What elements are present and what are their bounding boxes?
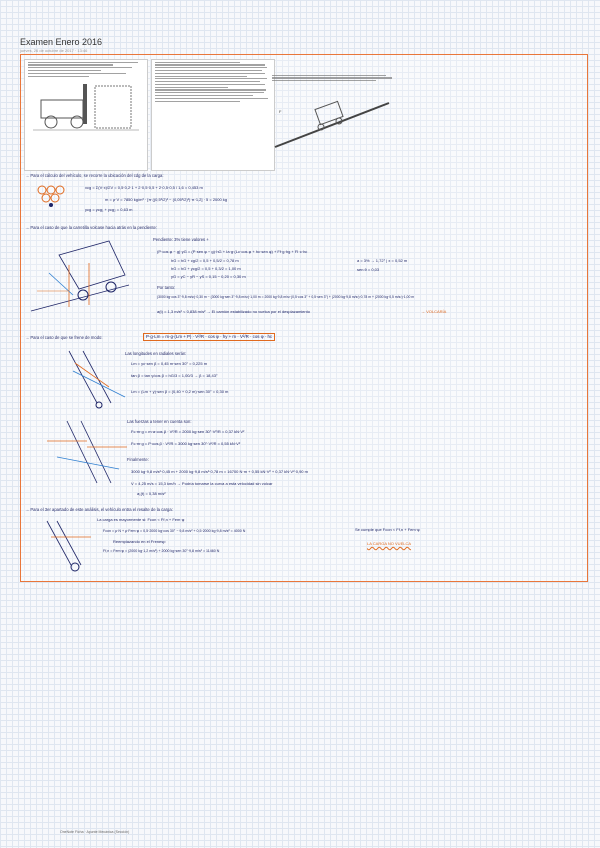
forklift-slope-sketch bbox=[29, 235, 133, 317]
section5-lead: → Para el 3er apartado de este análisis, el vehículo entra el resalte de la carga: bbox=[25, 507, 173, 512]
section4-l4: 3000 kg·9,8 m/s²·0,45 m + 2000 kg·9,8 m/s²·0,78 m = 16700 N·m + 0,55 kN·V² + 0,37 kN·V²·0,90 m bbox=[131, 469, 308, 474]
page-footer: OneNote Ficha · Apunte Mecánica (Sección) bbox=[60, 830, 130, 834]
section3-lead: → Para el caso de que se frene de modo: bbox=[25, 335, 103, 340]
section4-l5: V = 4,25 m/s = 15,3 km/h → Podría tomarse la curva a esta velocidad sin volcar bbox=[131, 481, 273, 486]
section1-eq1: xcg = Σ(V·x)/ΣV = 0,5·0,2·1 + 2·0,5·0,5 + 2·0,5·0,5 / 1,6 = 0,453 m bbox=[85, 185, 203, 190]
load-sketch bbox=[41, 517, 111, 573]
section2-aside2: sen θ = 0,03 bbox=[357, 267, 380, 272]
section2-note: Pendiente: 3% tiene valores + bbox=[153, 237, 209, 242]
cylinders-sketch bbox=[33, 183, 73, 207]
section1-eq2: m = ρ·V = 7850 kg/m³ · [π·((0,5²/2)² − (0,05²/2)²)·π·1,2] · 5 = 2000 kg bbox=[105, 197, 228, 202]
section2-eq4: yG = yC − yR − yS = 0,15 − 0,20 = 0,30 m bbox=[171, 274, 246, 279]
section2-eq1: (P·cos φ − g)·yG = (P·sen φ − g)·hG + Ia·g·(Lc·cos φ + hc·sen φ) + Ff·g·hg + FI·c·hc bbox=[157, 249, 308, 254]
section3-l1: Las longitudes en radiales serán: bbox=[125, 351, 187, 356]
turn-sketch-2 bbox=[37, 417, 133, 491]
section2-lead: → Para el caso de que la carretilla volcase hacia atrás en la pendiente: bbox=[25, 225, 157, 230]
section2-eq3: hG = hG + ycg/2 = 0,5 + 0,3/2 = 1,00 m bbox=[171, 266, 241, 271]
slope-figure bbox=[269, 83, 395, 153]
section4-sub: Finalmente: bbox=[127, 457, 149, 462]
notebook-frame bbox=[20, 54, 588, 582]
exam-scan-right bbox=[269, 73, 399, 169]
page-subtitle: jueves, 26 de octubre de 2017 · 13:46 bbox=[20, 48, 88, 53]
svg-text:F: F bbox=[279, 108, 282, 114]
section4-l6: a₁(t) = 0,38 m/s² bbox=[137, 491, 166, 496]
section2-sub: Por tanto: bbox=[157, 285, 176, 290]
section3-l4: Lm = (Lm + y)·sen β = (0,40 + 0,2 m)·sen 30° = 0,30 m bbox=[131, 389, 229, 394]
section2-flag: → VOLCARÍA bbox=[421, 309, 447, 314]
section5-l2: Fcon = μ·N + μ·Fem·φ = 0,5·2000 kg·cos 30° − 9,8 m/s² + 0,5·2000 kg·9,8 m/s² = 4000 N bbox=[103, 529, 246, 533]
section2-eq2: hG = hG + cg/2 = 0,5 + 0,5/2 = 0,78 m bbox=[171, 258, 239, 263]
section5-l1: La carga es mayormente si: Fcon < Ff,n + Fem·φ bbox=[97, 517, 185, 522]
section5-flag: LA CARGA NO VUELCA bbox=[367, 541, 412, 546]
exam-scan-middle bbox=[151, 59, 275, 171]
turn-sketch-1 bbox=[39, 347, 135, 411]
forklift-figure bbox=[31, 78, 141, 140]
section1-eq3: ycg = ycg₁ + ycg₂ = 0,63 m bbox=[85, 207, 133, 212]
page-title: Examen Enero 2016 bbox=[20, 37, 103, 47]
section5-l4: Ff,n = Fem·φ = (2000 kg·1,2 m/s²) + 2000 kg·sen 30°·9,8 m/s² = 11460 N bbox=[103, 549, 220, 553]
section3-boxed-equation: P·g·Lm = m·g·(Lm + P) · V²/R · cos φ · hy + m · V²/R · cos φ · hc bbox=[143, 333, 275, 341]
section2-aside1: a = 3% → 1,72° | x = 0,52 m bbox=[357, 258, 408, 263]
section5-l3: Reemplazando en el Frenesp bbox=[113, 539, 166, 544]
section4-l2: Fc·m·g = m·a·cos β · V²/R = 2000 kg·sen 30°·V²/R = 0,37 kN·V² bbox=[131, 429, 245, 434]
section2-long2: a(t) = 1,3 m/s² < 0,838 m/s² → El camión estabilizado no vuelca por el desplazamiento bbox=[157, 309, 310, 314]
exam-scan-left bbox=[24, 59, 148, 171]
section3-l3: tan β = tan γ/cos β = hG/3 = 1,00/3 → β = 18,43° bbox=[131, 373, 218, 378]
section4-l1: Las fuerzas a tener en cuenta son: bbox=[127, 419, 192, 424]
section5-aside: Se cumple que Fcon < Ff,n + Fem·φ bbox=[355, 527, 420, 532]
section4-l3: Fc·m·g = P·cos β · V²/R = 3000 kg·sen 30°·V²/R = 0,55 kN·V² bbox=[131, 441, 241, 446]
section3-l2: Lm = yc·sen β = 0,45 m·sen 30° = 0,225 m bbox=[131, 361, 208, 366]
section2-long1: (3000 kg·cos 3°·9,8 m/s²)·0,30 m − (3000 kg·sen 3°·9,8 m/s²)·1,00 m = 2000 kg·9,8 m/s²·(0,5·cos 3° + 0,5·sen 3°) + (2000 kg·9,8 m/s²)·0,78 m + (2000 kg·0,5 m/s²)·1,00 m bbox=[157, 295, 415, 299]
section1-lead: → Para el cálculo del vehículo, se recorre la ubicación del cdg de la carga: bbox=[25, 173, 164, 178]
